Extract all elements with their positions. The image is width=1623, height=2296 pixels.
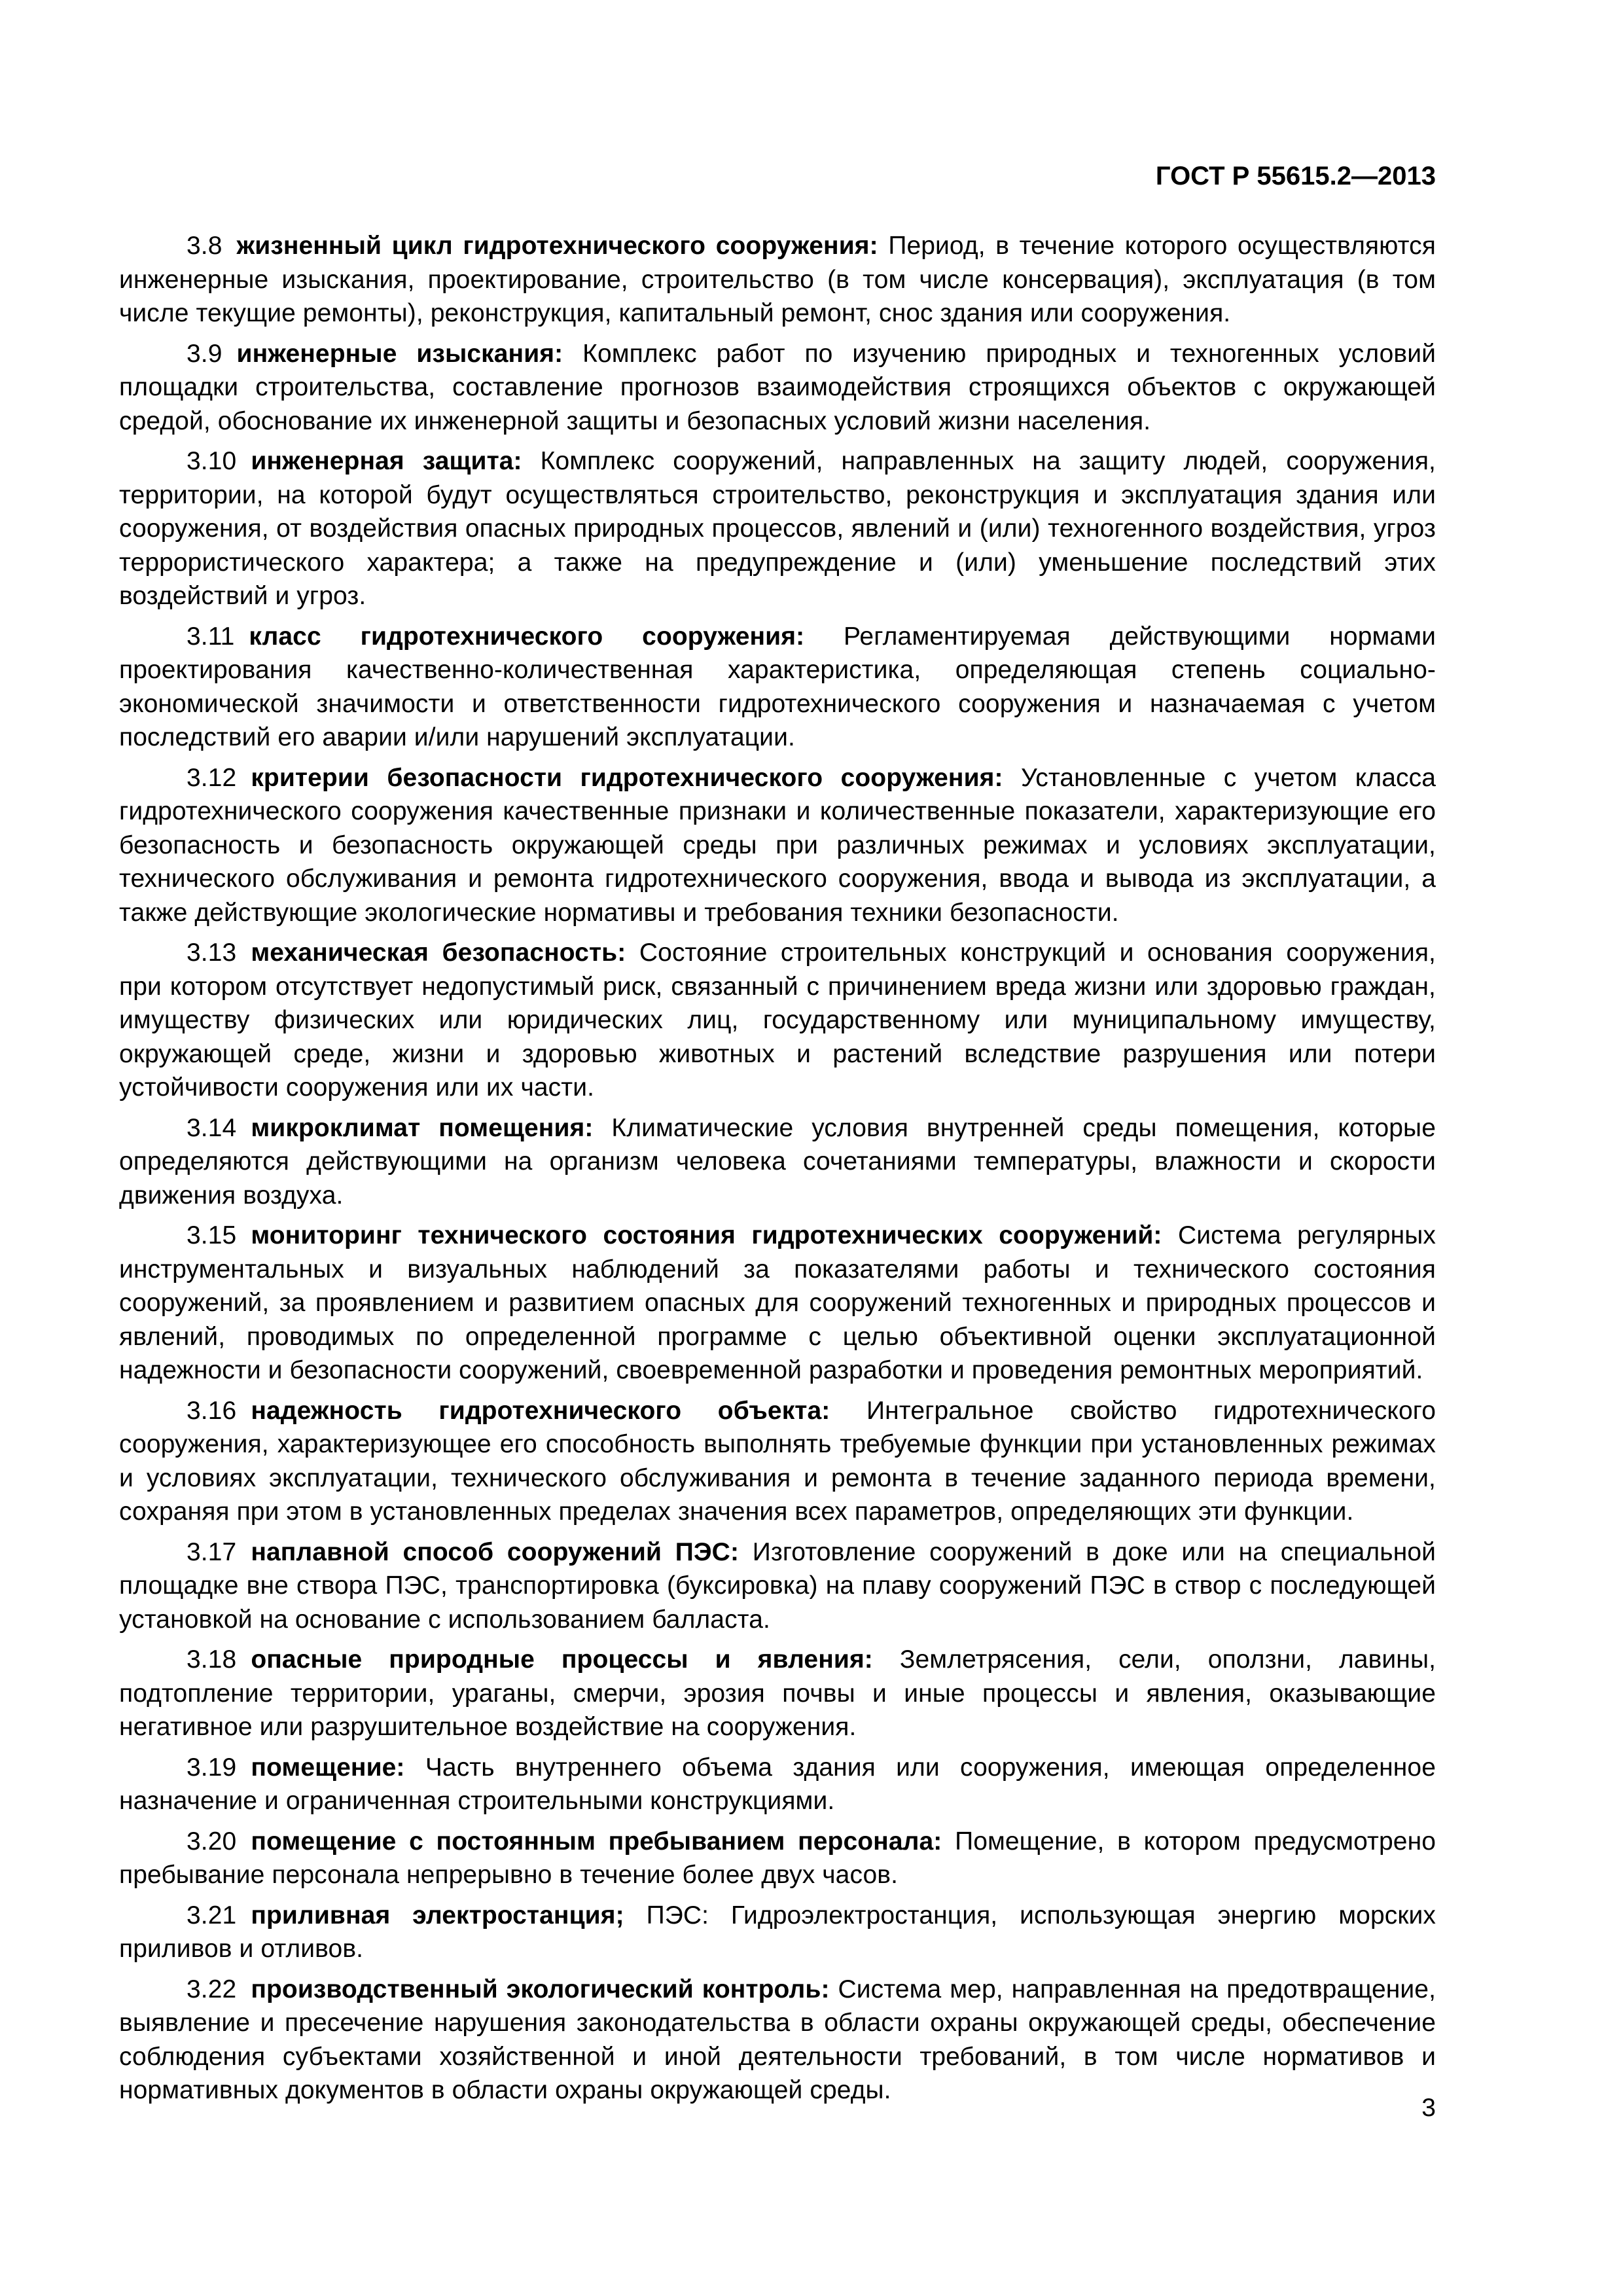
definition-3-16 (119, 1394, 1436, 1529)
entry-number: 3.22 (187, 1975, 237, 2003)
entry-number: 3.18 (187, 1645, 237, 1674)
entry-number: 3.15 (187, 1221, 237, 1249)
definition-3-11 (119, 620, 1436, 755)
entry-term: инженерная защита: (251, 447, 522, 475)
entry-definition: Землетрясения, сели, оползни, лавины, подтопление территории, ураганы, смерчи, эрозия почвы и иные процессы и явления, оказывающие негативное или разрушительное воздействие на сооружения. (119, 1645, 1436, 1741)
entry-term: критерии безопасности гидротехнического сооружения: (251, 763, 1003, 792)
entry-term: мониторинг технического состояния гидротехнических сооружений: (251, 1221, 1162, 1249)
definition-3-18 (119, 1643, 1436, 1744)
entry-definition: Период, в течение которого осуществляются инженерные изыскания, проектирование, строительство (в том числе консервация), эксплуатация (в том числе текущие ремонты), реконструкция, капитальный ремонт, снос здания или сооружения. (119, 232, 1436, 327)
entry-definition: Интегральное свойство гидротехнического сооружения, характеризующее его способность выполнять требуемые функции при установленных режимах и условиях эксплуатации, технического обслуживания и ремонта в течение заданного периода времени, сохраняя при этом в установленных пределах значения всех параметров, определяющих эти функции. (119, 1396, 1436, 1526)
entry-number: 3.9 (187, 339, 223, 368)
entry-term: надежность гидротехнического объекта: (251, 1396, 830, 1425)
entry-term: опасные природные процессы и явления: (251, 1645, 873, 1674)
definition-3-13 (119, 936, 1436, 1105)
definition-3-10 (119, 444, 1436, 613)
entry-number: 3.21 (187, 1901, 237, 1929)
entry-term: наплавной способ сооружений ПЭС: (251, 1537, 740, 1566)
entry-term: механическая безопасность: (251, 939, 626, 967)
definition-3-20 (119, 1825, 1436, 1892)
entry-number: 3.8 (187, 232, 223, 260)
entry-term: микроклимат помещения: (251, 1113, 594, 1142)
definition-3-21 (119, 1899, 1436, 1966)
entry-definition: Система мер, направленная на предотвращение, выявление и пресечение нарушения законодательства в области охраны окружающей среды, обеспечение соблюдения субъектами хозяйственной и иной деятельности требований, в том числе нормативов и нормативных документов в области охраны окружающей среды. (119, 1975, 1436, 2104)
definition-3-9 (119, 337, 1436, 439)
entry-term: помещение с постоянным пребыванием персонала: (251, 1827, 942, 1856)
entry-definition: Комплекс работ по изучению природных и техногенных условий площадки строительства, составление прогнозов взаимодействия строящихся объектов с окружающей средой, обоснование их инженерной защиты и безопасных условий жизни населения. (119, 339, 1436, 435)
definition-3-22 (119, 1973, 1436, 2108)
entry-number: 3.13 (187, 939, 237, 967)
entry-definition: Комплекс сооружений, направленных на защиту людей, сооружения, территории, на которой будут осуществляться строительство, реконструкция и эксплуатация здания или сооружения, от воздействия опасных природных процессов, явлений и (или) техногенного воздействия, угроз террористического характера; а также на предупреждение и (или) уменьшение последствий этих воздействий и угроз. (119, 447, 1436, 610)
entry-term: приливная электростанция; (251, 1901, 624, 1929)
entry-number: 3.12 (187, 763, 237, 792)
entry-number: 3.20 (187, 1827, 237, 1856)
entry-number: 3.10 (187, 447, 237, 475)
standard-header: ГОСТ Р 55615.2—2013 (1155, 162, 1436, 190)
definition-3-8 (119, 229, 1436, 331)
entry-term: производственный экологический контроль: (251, 1975, 830, 2003)
entry-definition: Изготовление сооружений в доке или на специальной площадке вне створа ПЭС, транспортировка (буксировка) на плаву сооружений ПЭС в створ с последующей установкой на основание с использованием балласта. (119, 1537, 1436, 1634)
definition-3-17 (119, 1535, 1436, 1637)
entry-definition: Часть внутреннего объема здания или сооружения, имеющая определенное назначение и ограниченная строительными конструкциями. (119, 1753, 1436, 1815)
entry-definition: ПЭС: Гидроэлектростанция, использующая энергию морских приливов и отливов. (119, 1901, 1436, 1963)
definition-3-14 (119, 1111, 1436, 1213)
entry-definition: Помещение, в котором предусмотрено пребывание персонала непрерывно в течение более двух часов. (119, 1827, 1436, 1889)
entry-term: помещение: (251, 1753, 405, 1782)
definitions-list (119, 229, 1436, 2114)
entry-number: 3.16 (187, 1396, 237, 1425)
entry-term: класс гидротехнического сооружения: (249, 622, 805, 651)
entry-definition: Установленные с учетом класса гидротехнического сооружения качественные признаки и количественные показатели, характеризующие его безопасность и безопасность окружающей среды при различных режимах и условиях эксплуатации, технического обслуживания и ремонта гидротехнического сооружения, ввода и вывода из эксплуатации, а также действующие экологические нормативы и требования техники безопасности. (119, 763, 1436, 927)
entry-number: 3.19 (187, 1753, 237, 1782)
entry-definition: Климатические условия внутренней среды помещения, которые определяются действующими на организм человека сочетаниями температуры, влажности и скорости движения воздуха. (119, 1113, 1436, 1210)
entry-definition: Состояние строительных конструкций и основания сооружения, при котором отсутствует недопустимый риск, связанный с причинением вреда жизни или здоровью граждан, имуществу физических или юридических лиц, государственному или муниципальному имуществу, окружающей среде, жизни и здоровью животных и растений вследствие разрушения или потери устойчивости сооружения или их части. (119, 939, 1436, 1102)
definition-3-15 (119, 1219, 1436, 1388)
definition-3-12 (119, 761, 1436, 930)
entry-term: жизненный цикл гидротехнического сооружения: (236, 232, 878, 260)
page-number: 3 (1421, 2094, 1436, 2122)
entry-definition: Система регулярных инструментальных и визуальных наблюдений за показателями работы и технического состояния сооружений, за проявлением и развитием опасных для сооружений техногенных и природных процессов и явлений, проводимых по определенной программе с целью объективной оценки эксплуатационной надежности и безопасности сооружений, своевременной разработки и проведения ремонтных мероприятий. (119, 1221, 1436, 1384)
entry-definition: Регламентируемая действующими нормами проектирования качественно-количественная характеристика, определяющая степень социально-экономической значимости и ответственности гидротехнического сооружения и назначаемая с учетом последствий его аварии и/или нарушений эксплуатации. (119, 622, 1436, 751)
entry-number: 3.14 (187, 1113, 237, 1142)
entry-number: 3.17 (187, 1537, 237, 1566)
entry-term: инженерные изыскания: (236, 339, 563, 368)
definition-3-19 (119, 1751, 1436, 1818)
entry-number: 3.11 (187, 622, 235, 651)
